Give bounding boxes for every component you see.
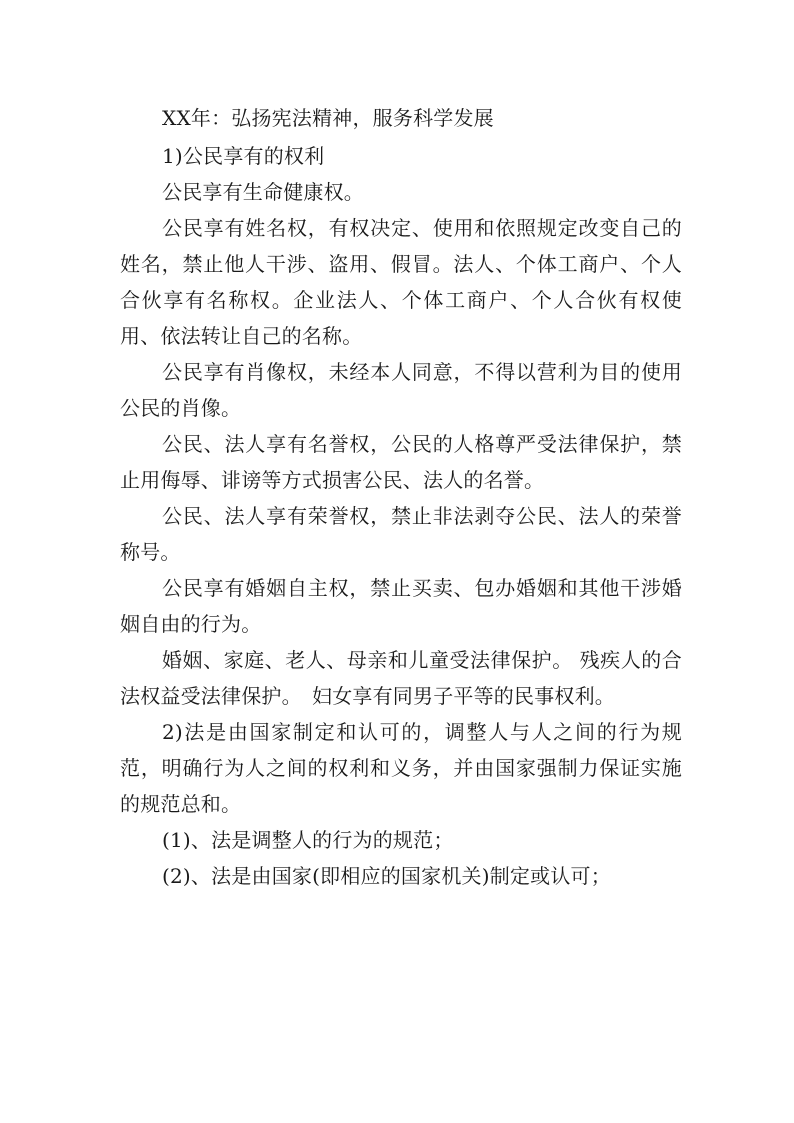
list-item-law-2: (2)、法是由国家(即相应的国家机关)制定或认可；: [162, 864, 611, 888]
paragraph-name-right: 公民享有姓名权，有权决定、使用和依照规定改变自己的姓名，禁止他人干涉、盗用、假冒。法人、个体工商户、个人合伙享有名称权。企业法人、个体工商户、个人合伙有权使用、依法转让自己的名称。: [120, 216, 682, 348]
paragraph-family-protection: 婚姻、家庭、老人、母亲和儿童受法律保护。 残疾人的合法权益受法律保护。 妇女享有同男子平等的民事权利。: [120, 648, 682, 708]
document-body: [120, 100, 682, 894]
document-title: XX年：弘扬宪法精神，服务科学发展: [162, 106, 494, 130]
paragraph-honor-right: 公民、法人享有荣誉权，禁止非法剥夺公民、法人的荣誉称号。: [120, 504, 682, 564]
section-heading-law-definition: 2)法是由国家制定和认可的，调整人与人之间的行为规范，明确行为人之间的权利和义务，并由国家强制力保证实施的规范总和。: [120, 720, 682, 816]
paragraph-portrait-right: 公民享有肖像权，未经本人同意，不得以营利为目的使用公民的肖像。: [120, 360, 682, 420]
paragraph-reputation-right: 公民、法人享有名誉权，公民的人格尊严受法律保护，禁止用侮辱、诽谤等方式损害公民、法人的名誉。: [120, 432, 682, 492]
paragraph-life-health: 公民享有生命健康权。: [162, 180, 364, 204]
paragraph-marriage-right: 公民享有婚姻自主权，禁止买卖、包办婚姻和其他干涉婚姻自由的行为。: [120, 576, 682, 636]
section-heading-rights: 1)公民享有的权利: [162, 144, 325, 168]
list-item-law-1: (1)、法是调整人的行为的规范；: [162, 828, 454, 852]
